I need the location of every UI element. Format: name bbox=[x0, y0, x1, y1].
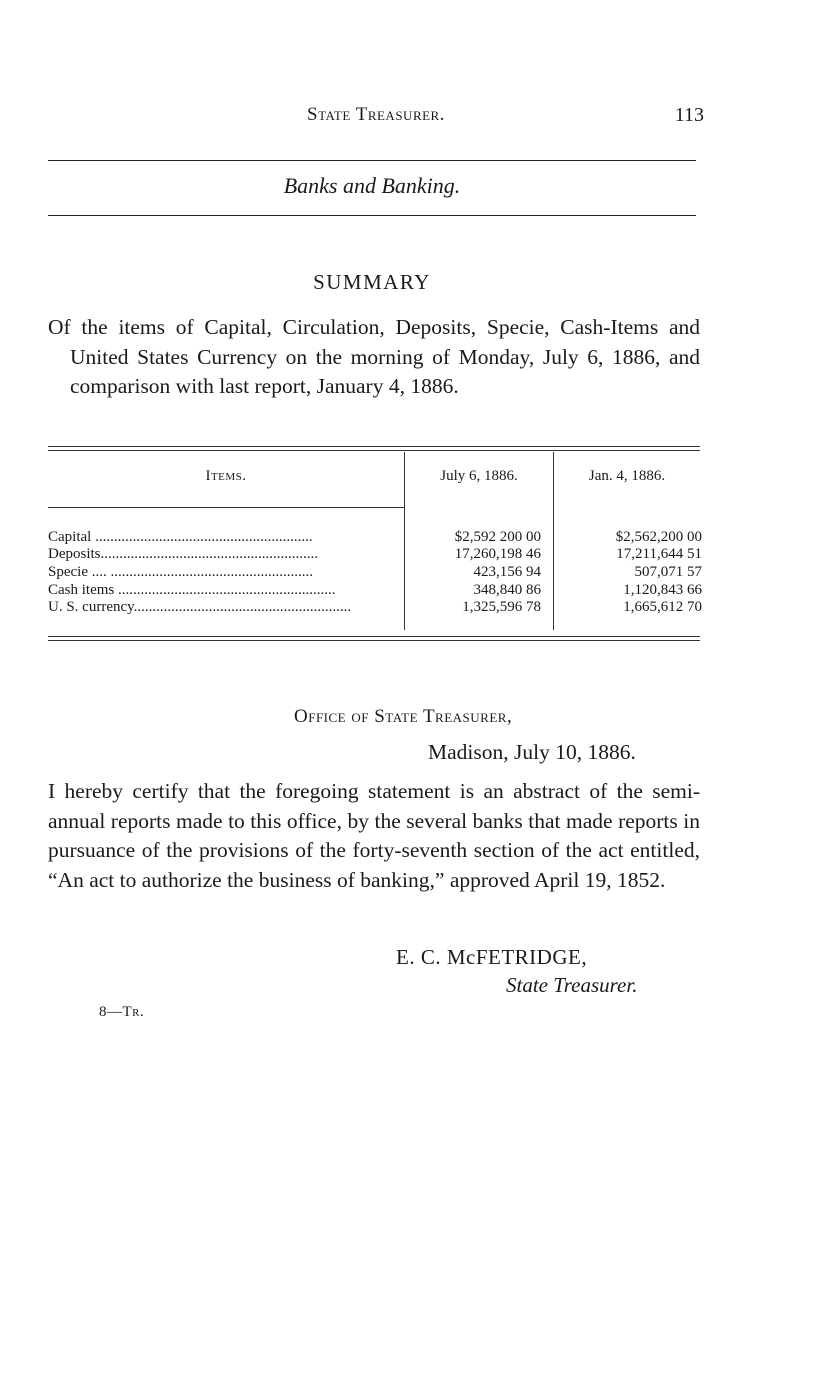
row-july-value: 17,260,198 46 bbox=[454, 546, 541, 562]
running-head bbox=[48, 104, 704, 130]
section-title: Banks and Banking. bbox=[283, 173, 461, 198]
row-july-value: 1,325,596 78 bbox=[462, 599, 541, 615]
table-row bbox=[48, 528, 704, 546]
dateline: Madison, July 10, 1886. bbox=[428, 740, 636, 764]
page-number: 113 bbox=[674, 104, 704, 126]
row-jan-value: 1,665,612 70 bbox=[623, 599, 702, 615]
table-top-rule-inner bbox=[48, 450, 700, 451]
row-jan-value: $2,562,200 00 bbox=[615, 529, 702, 545]
row-july-value: 423,156 94 bbox=[473, 564, 541, 580]
table-row bbox=[48, 581, 704, 599]
summary-heading: SUMMARY bbox=[313, 270, 431, 294]
signature-mark: 8—Tr. bbox=[99, 1004, 145, 1020]
running-head-title: State Treasurer. bbox=[307, 104, 445, 125]
certification-text: I hereby certify that the foregoing statement is an abstract of the semi-annual reports made to this office, by the several banks that made reports in pursuance of the provisions of the forty-seventh section of the act entitled, “An act to authorize the business of banking,” approved April 19, 1852. bbox=[48, 779, 700, 892]
table-row bbox=[48, 545, 704, 563]
header-underline bbox=[48, 507, 404, 508]
summary-intro: Of the items of Capital, Circulation, Deposits, Specie, Cash-Items and United States Currency on the morning of Monday, July 6, 1886, and comparison with last report, January 4, 1886. bbox=[48, 315, 700, 398]
row-jan-value: 507,071 57 bbox=[634, 564, 702, 580]
section-rule bbox=[48, 215, 696, 216]
row-label: Capital .......................................................... bbox=[48, 529, 313, 545]
header-july: July 6, 1886. bbox=[440, 468, 518, 484]
header-jan: Jan. 4, 1886. bbox=[588, 468, 666, 484]
row-label: Cash items .......................................................... bbox=[48, 582, 336, 598]
office-line: Office of State Treasurer, bbox=[294, 706, 513, 727]
signer-name: E. C. McFETRIDGE, bbox=[396, 945, 588, 969]
header-items: Items. bbox=[205, 468, 247, 484]
table-row bbox=[48, 598, 704, 616]
table-bottom-rule bbox=[48, 636, 700, 637]
table-bottom-rule-inner bbox=[48, 640, 700, 641]
row-jan-value: 17,211,644 51 bbox=[616, 546, 702, 562]
row-jan-value: 1,120,843 66 bbox=[623, 582, 702, 598]
table-row bbox=[48, 563, 704, 581]
row-label: Specie .... ...................................................... bbox=[48, 564, 313, 580]
table-top-rule bbox=[48, 446, 700, 447]
row-july-value: $2,592 200 00 bbox=[454, 529, 541, 545]
row-label: Deposits.......................................................... bbox=[48, 546, 318, 562]
row-label: U. S. currency.......................................................... bbox=[48, 599, 352, 615]
row-july-value: 348,840 86 bbox=[473, 582, 541, 598]
top-rule bbox=[48, 160, 696, 161]
signer-title: State Treasurer. bbox=[506, 973, 638, 997]
